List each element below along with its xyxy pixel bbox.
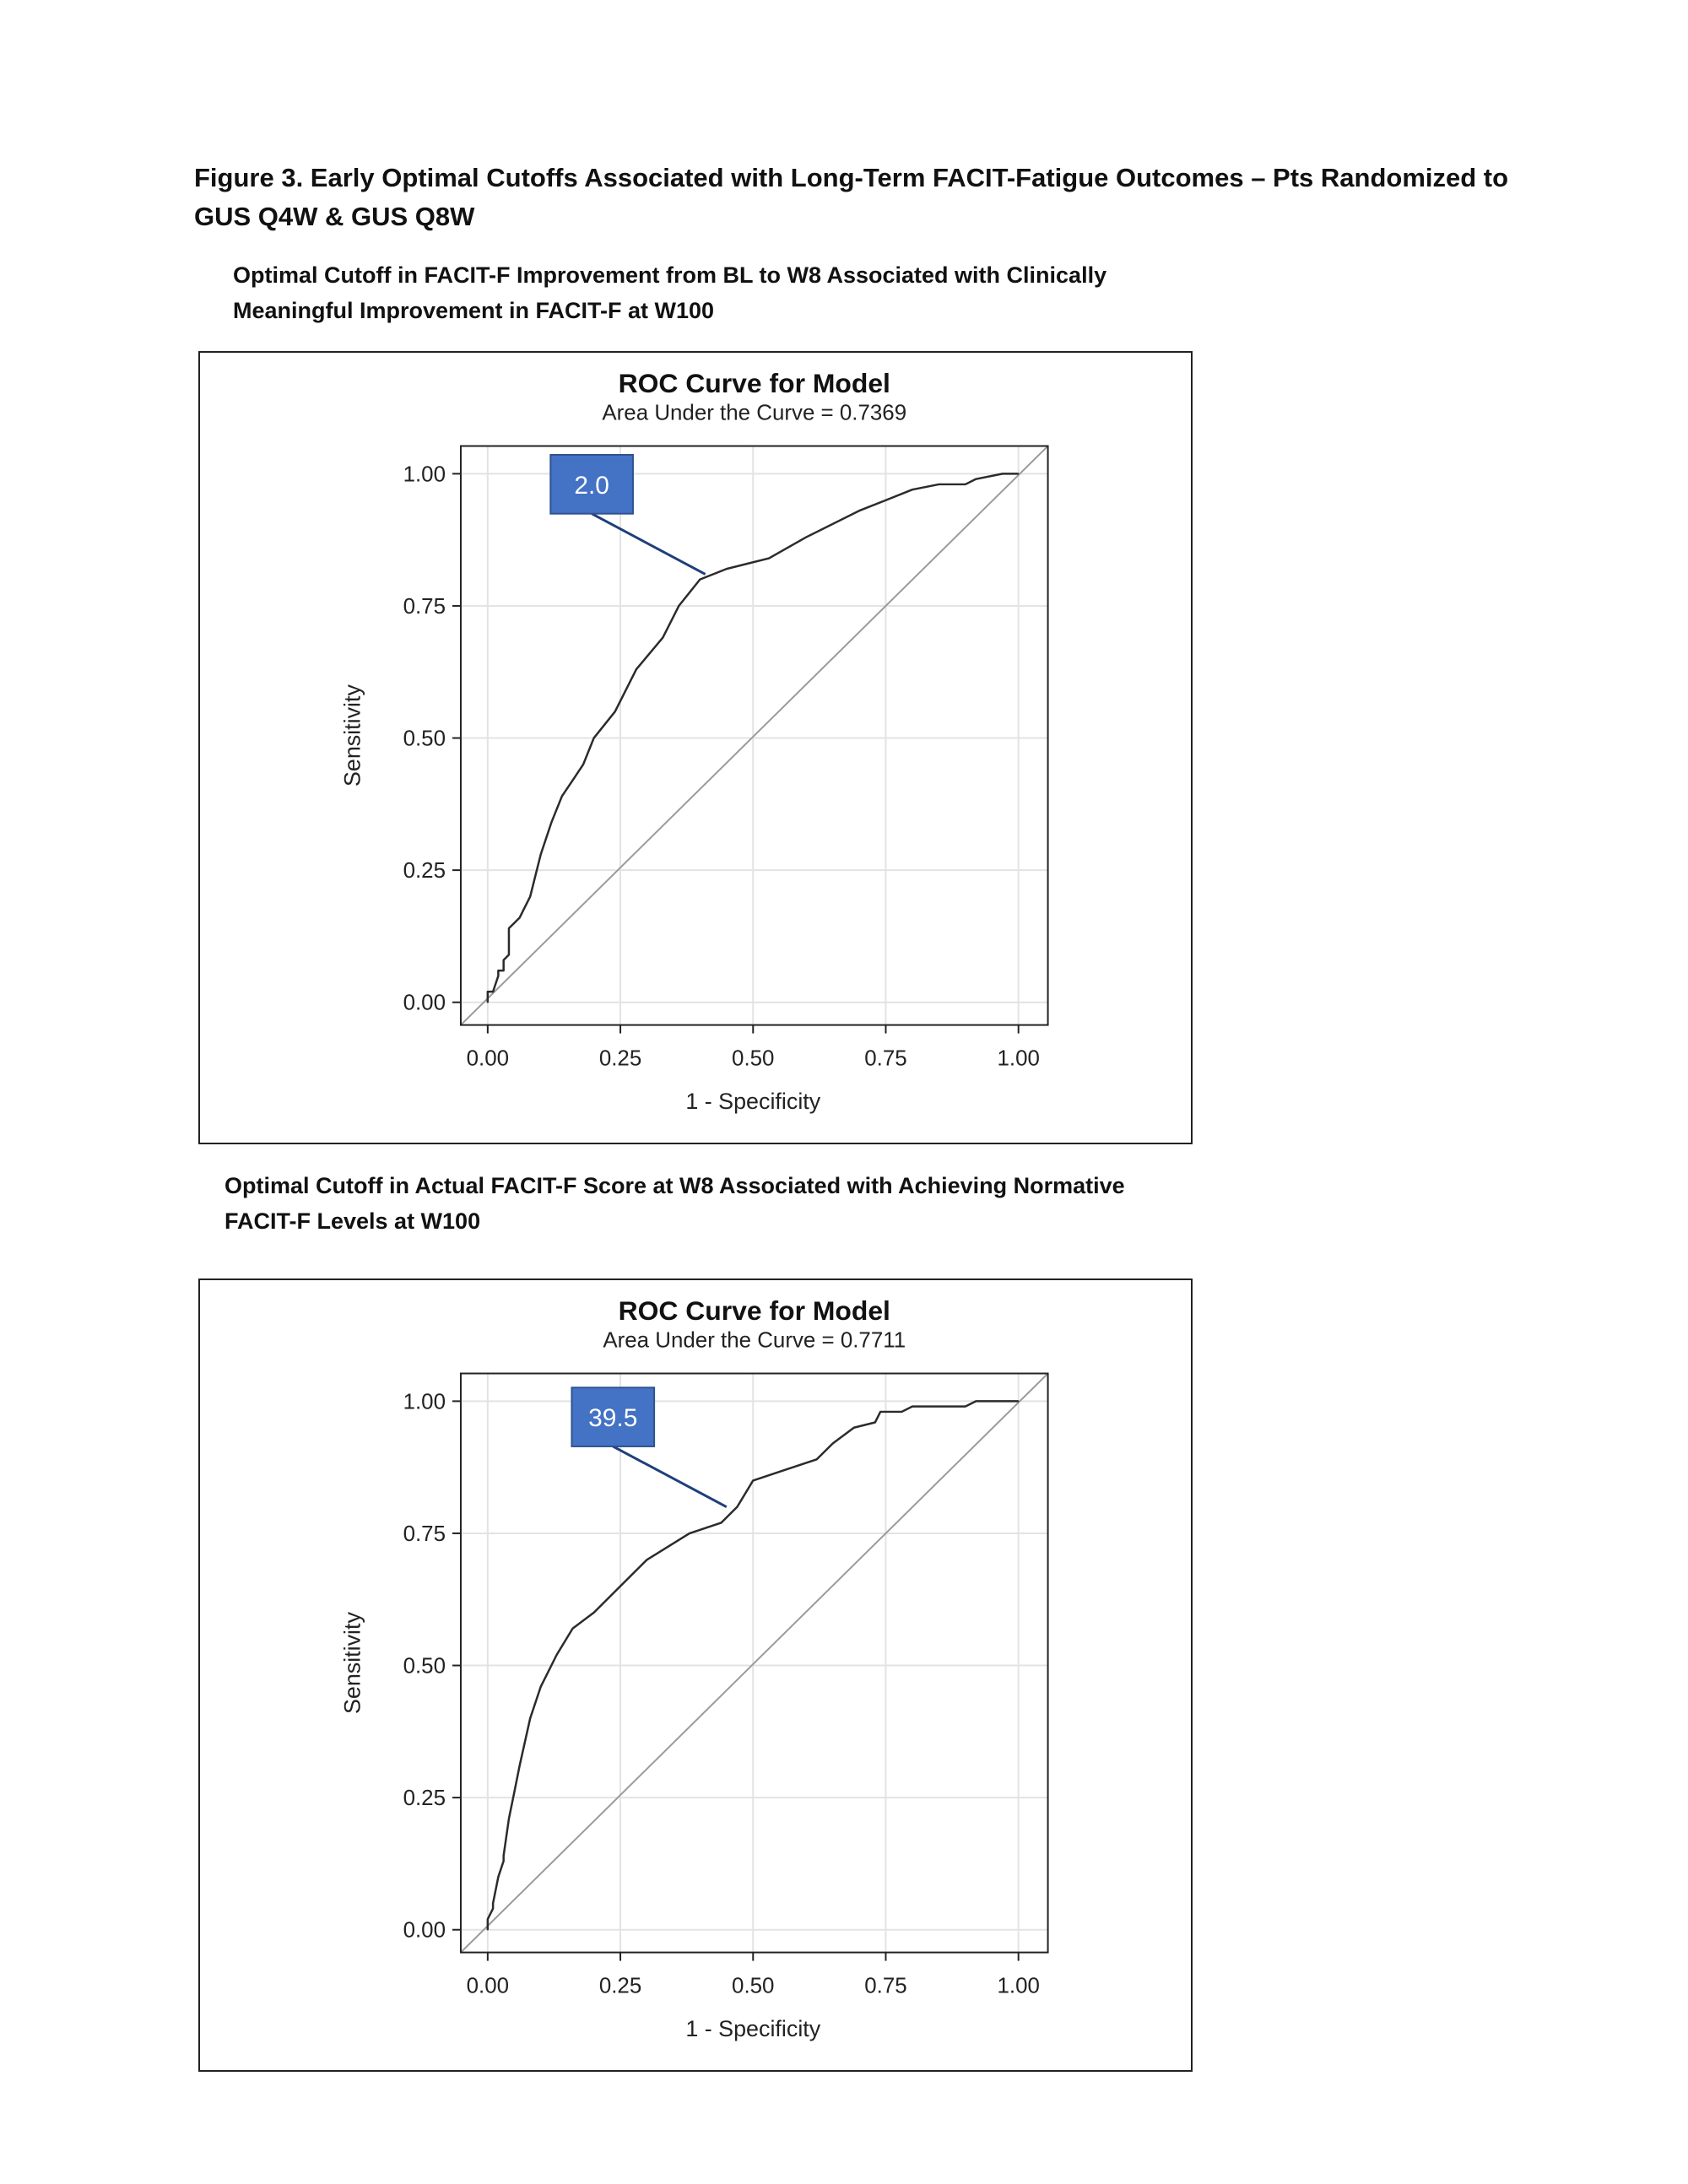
callout-leader-line [592, 514, 706, 575]
roc-curve-point [816, 1458, 818, 1460]
roc-curve-point [535, 875, 537, 877]
reference-diagonal-line [461, 1374, 1048, 1953]
roc-curve-point [700, 579, 701, 581]
roc-curve-point [805, 537, 807, 538]
roc-curve-point [519, 917, 521, 919]
roc-curve-point [524, 906, 526, 908]
roc-curve-point [556, 1654, 558, 1656]
roc-curve-point [582, 764, 584, 765]
roc-curve-point [487, 1002, 489, 1003]
roc-curve-point [678, 605, 679, 607]
roc-curve-point [503, 970, 505, 971]
y-axis-label: Sensitivity [339, 684, 365, 787]
y-tick-label: 0.25 [403, 859, 446, 884]
roc-curve-point [492, 1908, 494, 1910]
roc-curve-point [636, 668, 637, 670]
y-axis-label: Sensitivity [339, 1612, 365, 1715]
roc-curve-point [976, 1401, 977, 1403]
roc-curve-point [503, 960, 505, 961]
panel-1-subtitle-line2: Meaningful Improvement in FACIT-F at W100 [233, 298, 715, 323]
x-tick-label: 1.00 [997, 1046, 1040, 1071]
y-tick-label: 0.75 [403, 594, 446, 619]
roc-curve-point [939, 484, 940, 485]
roc-curve-point [508, 954, 510, 956]
x-tick-label: 0.25 [598, 1974, 642, 1998]
roc-curve-point [513, 1792, 515, 1793]
roc-curve-point [752, 1480, 754, 1482]
roc-curve-point [614, 711, 616, 712]
y-tick-label: 0.50 [403, 727, 446, 751]
roc-curve-point [1018, 473, 1020, 475]
roc-curve-point [498, 976, 500, 977]
x-tick-label: 0.50 [732, 1974, 775, 1998]
chart-subtitle: Area Under the Curve = 0.7369 [602, 401, 907, 425]
roc-curve-point [508, 1818, 510, 1819]
y-tick-label: 1.00 [403, 1390, 446, 1414]
roc-curve-point [487, 1929, 489, 1931]
panel-2-subtitle-line1: Optimal Cutoff in Actual FACIT-F Score at W8 Associated with Achieving Normative [225, 1173, 1125, 1198]
roc-curve-point [901, 1411, 903, 1413]
x-tick-label: 0.75 [864, 1974, 907, 1998]
roc-curve-point [561, 796, 563, 797]
roc-curve-point [663, 637, 664, 639]
y-tick-label: 0.50 [403, 1654, 446, 1679]
roc-curve-point [529, 1717, 531, 1719]
x-axis-label: 1 - Specificity [685, 2016, 821, 2042]
roc-curve-point [513, 922, 515, 924]
roc-curve-point [912, 489, 913, 490]
roc-curve-point [912, 1406, 913, 1408]
roc-curve-point [529, 896, 531, 898]
roc-curve-point [487, 991, 489, 992]
roc-curve-point [1002, 473, 1004, 475]
panel-1-subtitle [233, 257, 1246, 328]
roc-curve-point [991, 1401, 993, 1403]
chart-title: ROC Curve for Model [618, 367, 890, 398]
roc-curve-point [737, 1506, 738, 1508]
roc-curve-point [492, 991, 494, 992]
roc-curve-point [858, 510, 860, 511]
callout-label: 39.5 [588, 1404, 638, 1433]
roc-curve-point [593, 1612, 595, 1614]
roc-curve-point [944, 1406, 945, 1408]
panel-2-subtitle-line2: FACIT-F Levels at W100 [225, 1208, 481, 1234]
roc-curve-point [885, 500, 887, 501]
y-tick-label: 1.00 [403, 462, 446, 487]
roc-chart-2-svg [200, 1280, 1191, 2070]
roc-curve-point [619, 1586, 621, 1587]
roc-curve-point [768, 558, 770, 560]
roc-curve-point [726, 568, 728, 570]
roc-curve-point [1018, 1401, 1020, 1403]
x-tick-label: 0.00 [466, 1046, 510, 1071]
callout-label: 2.0 [574, 471, 609, 500]
x-tick-label: 0.00 [466, 1974, 510, 1998]
y-tick-label: 0.00 [403, 991, 446, 1015]
panel-1-subtitle-line1: Optimal Cutoff in FACIT-F Improvement from BL to W8 Associated with Clinically [233, 262, 1107, 288]
roc-curve-point [487, 1918, 489, 1920]
roc-chart-1-svg [200, 353, 1191, 1143]
x-tick-label: 0.75 [864, 1046, 907, 1071]
roc-curve-point [540, 1686, 542, 1688]
roc-curve-point [965, 484, 966, 485]
y-tick-label: 0.00 [403, 1918, 446, 1943]
roc-curve-point [503, 1860, 505, 1862]
chart-title: ROC Curve for Model [618, 1295, 890, 1326]
roc-curve-point [874, 1422, 876, 1424]
roc-curve-point [572, 1628, 574, 1630]
roc-curve-point [647, 1559, 648, 1560]
roc-chart-1 [198, 351, 1193, 1144]
x-tick-label: 0.50 [732, 1046, 775, 1071]
panel-2-subtitle [225, 1168, 1237, 1239]
y-tick-label: 0.25 [403, 1787, 446, 1811]
roc-curve-point [503, 1855, 505, 1857]
x-axis-label: 1 - Specificity [685, 1089, 821, 1115]
roc-curve-point [976, 478, 977, 480]
roc-curve-point [551, 822, 553, 824]
roc-curve-point [572, 780, 574, 781]
roc-chart-2 [198, 1279, 1193, 2072]
figure-title: Figure 3. Early Optimal Cutoffs Associated with Long-Term FACIT-Fatigue Outcomes – Pts Randomized to GUS Q4W & GUS Q8W [194, 163, 1509, 231]
roc-curve-point [593, 738, 595, 739]
roc-curve-point [832, 1443, 834, 1445]
roc-curve-point [492, 1903, 494, 1905]
roc-curve-point [540, 854, 542, 856]
x-tick-label: 1.00 [997, 1974, 1040, 1998]
roc-curve-point [879, 1411, 881, 1413]
roc-curve-point [498, 1876, 500, 1878]
roc-curve-point [721, 1522, 722, 1524]
reference-diagonal-line [461, 446, 1048, 1025]
roc-curve-point [965, 1406, 966, 1408]
x-tick-label: 0.25 [598, 1046, 642, 1071]
roc-curve-point [498, 970, 500, 971]
roc-curve-point [853, 1427, 855, 1429]
y-tick-label: 0.75 [403, 1522, 446, 1546]
roc-curve-point [508, 927, 510, 929]
roc-curve-point [784, 1469, 786, 1471]
roc-curve-point [689, 1533, 690, 1534]
chart-subtitle: Area Under the Curve = 0.7711 [603, 1328, 906, 1353]
roc-curve-point [519, 1765, 521, 1767]
callout-leader-line [613, 1446, 727, 1507]
